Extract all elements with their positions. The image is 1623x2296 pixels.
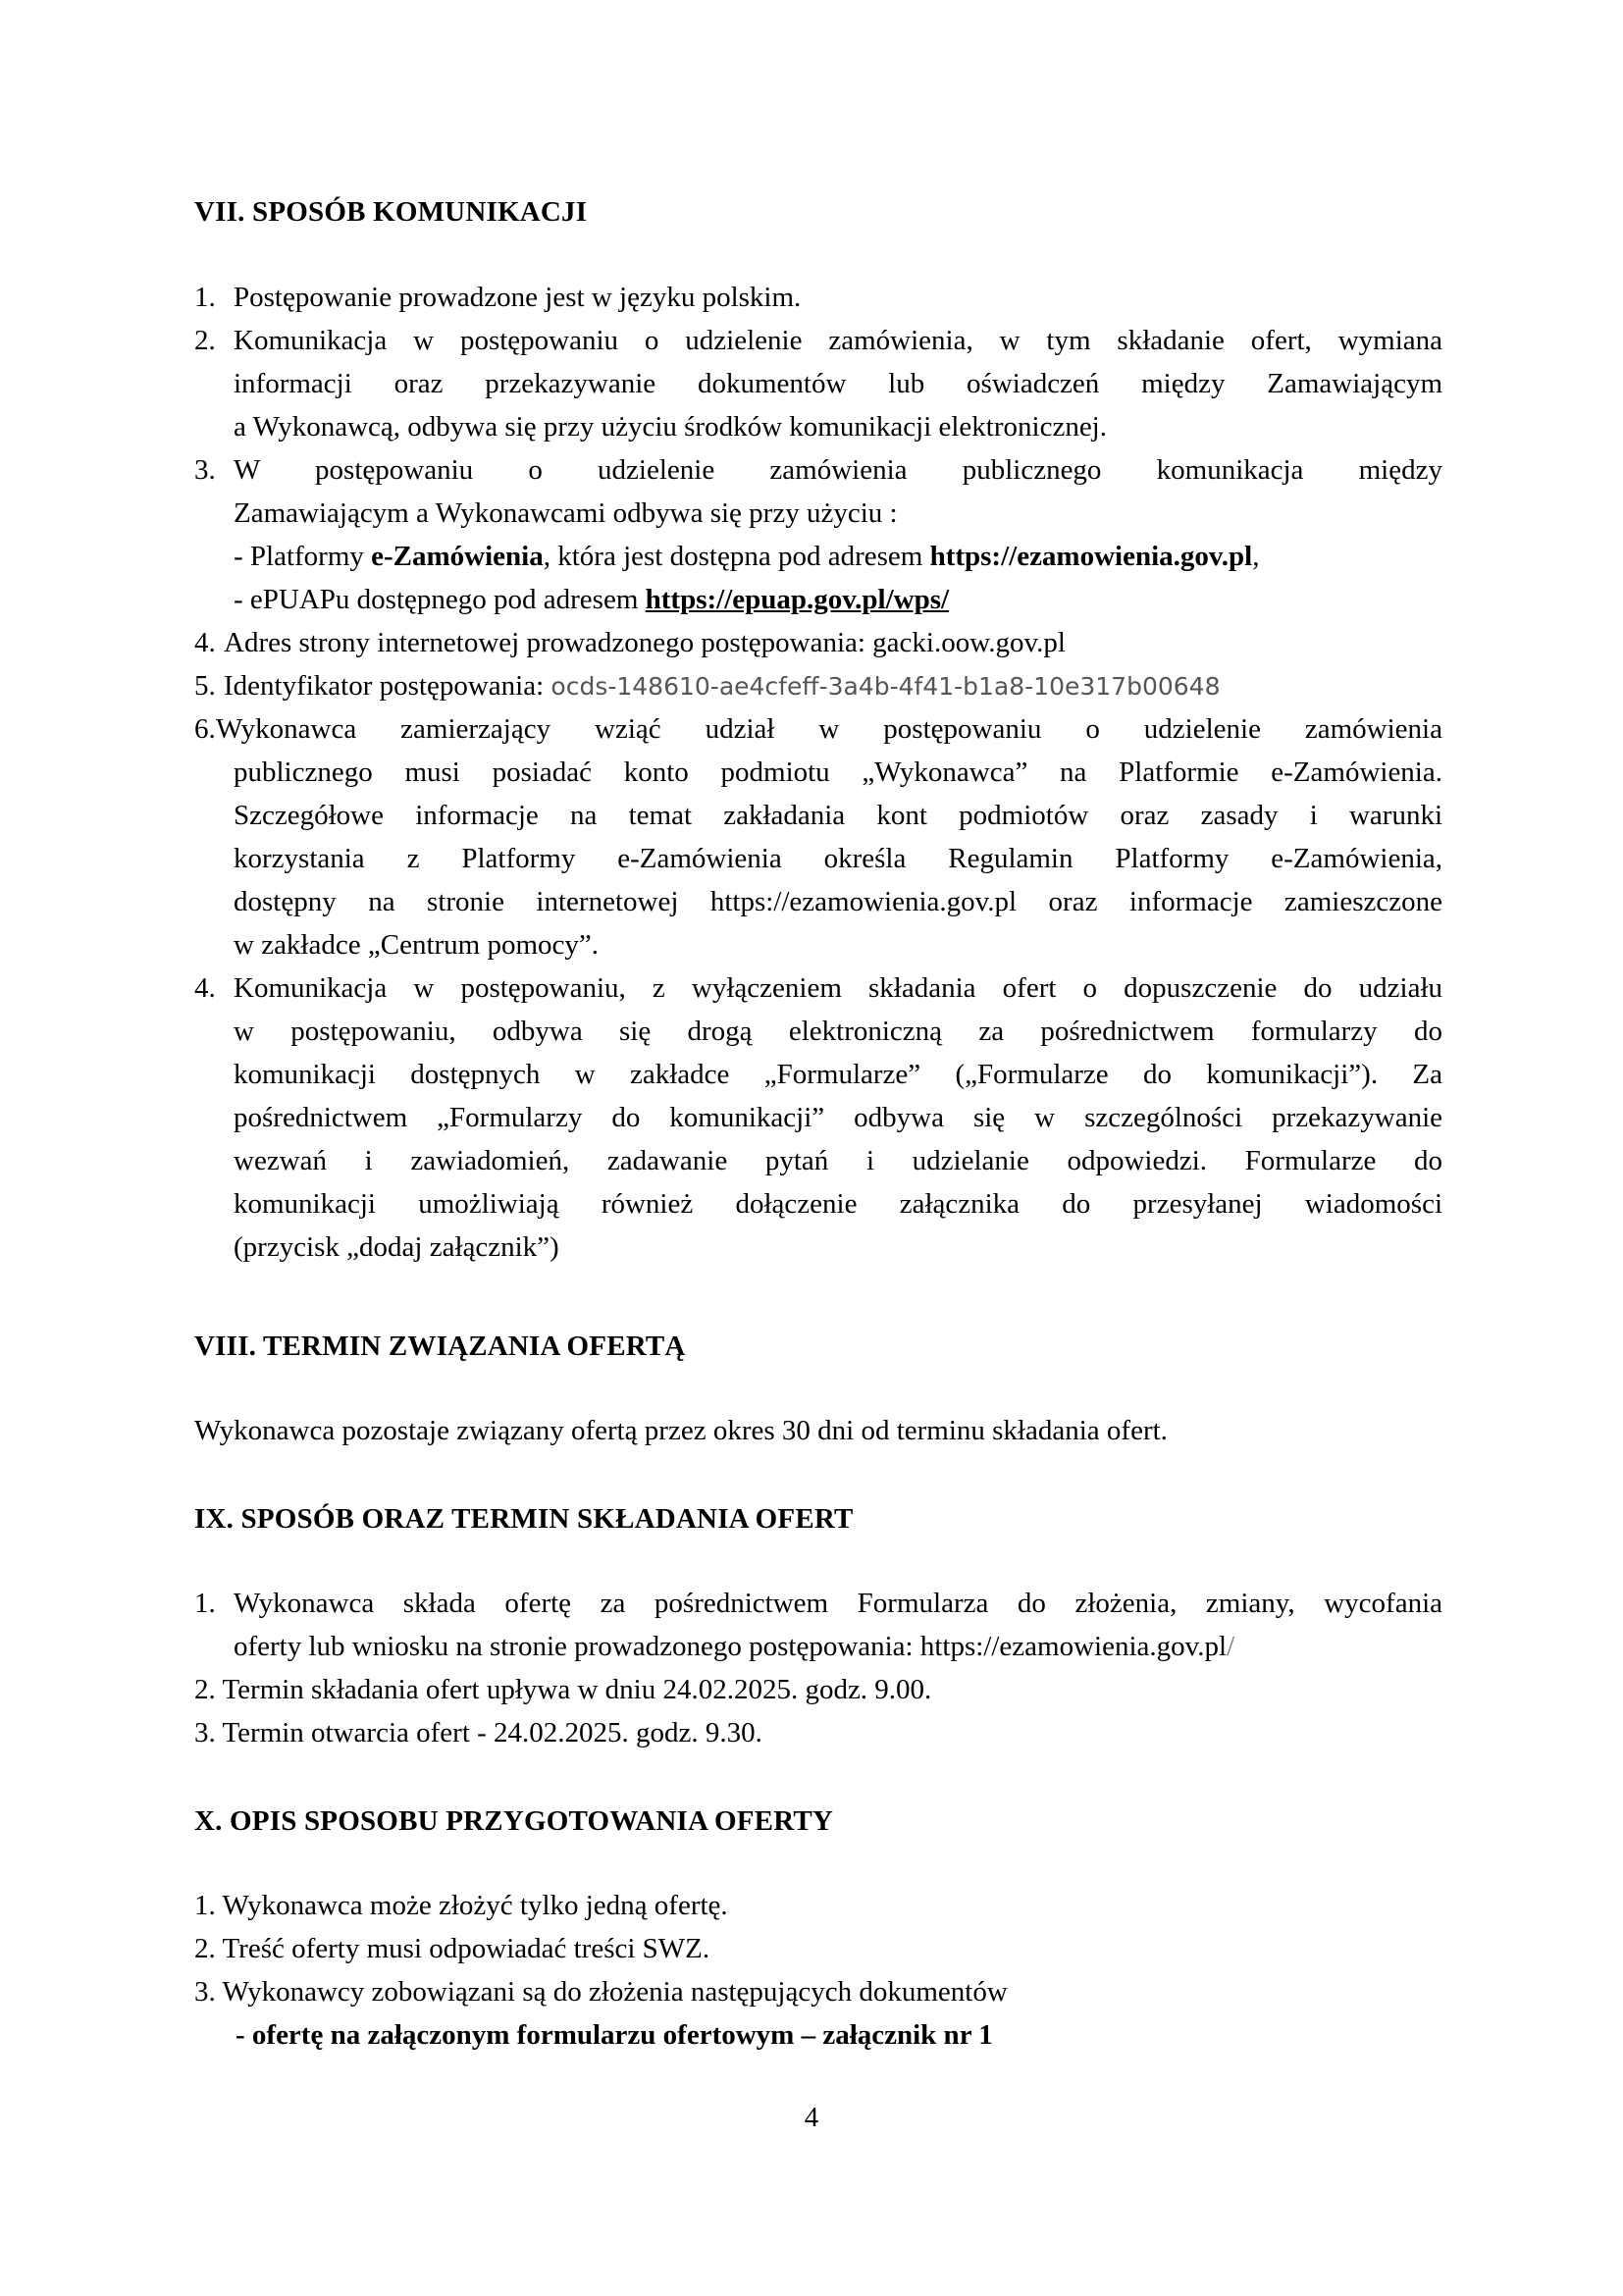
paragraph-line: Komunikacja w postępowaniu, z wyłączeniem składania ofert o dopuszczenie do udziału [234, 972, 1442, 1004]
submission-url-line [234, 1631, 1234, 1663]
item-number: 4. [194, 627, 216, 658]
paragraph-line: W postępowaniu o udzielenie zamówienia publicznego komunikacja między [234, 454, 1442, 486]
item-number: 6. [194, 713, 216, 745]
paragraph-line: 1. Wykonawca może złożyć tylko jedną ofertę. [194, 1890, 728, 1921]
section-heading-ix: IX. SPOSÓB ORAZ TERMIN SKŁADANIA OFERT [194, 1503, 854, 1535]
paragraph-line: publicznego musi posiadać konto podmiotu „Wykonawca” na Platformie e-Zamówienia. [234, 757, 1442, 788]
bold-text: e-Zamówienia [371, 541, 544, 572]
paragraph-line: pośrednictwem „Formularzy do komunikacji” odbywa się w szczególności przekazywanie [234, 1102, 1442, 1133]
paragraph-line: Wykonawca pozostaje związany ofertą przez okres 30 dni od terminu składania ofert. [194, 1415, 1168, 1446]
section-heading-viii: VIII. TERMIN ZWIĄZANIA OFERTĄ [194, 1331, 686, 1362]
paragraph-line: Komunikacja w postępowaniu o udzielenie zamówienia, w tym składanie ofert, wymiana [234, 325, 1442, 356]
identifier-line [224, 670, 1221, 703]
paragraph-line: dostępny na stronie internetowej https://ezamowienia.gov.pl oraz informacje zamieszczone [234, 886, 1442, 917]
paragraph-line: informacji oraz przekazywanie dokumentów lub oświadczeń między Zamawiającym [234, 368, 1442, 399]
url-link[interactable]: https://ezamowienia.gov.pl [929, 541, 1253, 572]
paragraph-line: - ofertę na załączonym formularzu ofertowym – załącznik nr 1 [236, 2019, 993, 2051]
paragraph-line: Wykonawca składa ofertę za pośrednictwem Formularza do złożenia, zmiany, wycofania [234, 1588, 1442, 1619]
paragraph-line: a Wykonawcą, odbywa się przy użyciu środków komunikacji elektronicznej. [234, 411, 1107, 443]
paragraph-line: korzystania z Platformy e-Zamówienia określa Regulamin Platformy e-Zamówienia, [234, 843, 1442, 874]
paragraph-line: Postępowanie prowadzone jest w języku polskim. [234, 282, 802, 313]
paragraph-line: komunikacji dostępnych w zakładce „Formularze” („Formularze do komunikacji”). Za [234, 1059, 1442, 1090]
section-heading-x: X. OPIS SPOSOBU PRZYGOTOWANIA OFERTY [194, 1805, 834, 1837]
text: / [1227, 1631, 1235, 1662]
paragraph-line: komunikacji umożliwiają również dołączenie załącznika do przesyłanej wiadomości [234, 1188, 1442, 1220]
url-link[interactable]: https://epuap.gov.pl/wps/ [645, 584, 950, 615]
paragraph-line: Zamawiającym a Wykonawcami odbywa się przy użyciu : [234, 497, 898, 529]
paragraph-line: wezwań i zawiadomień, zadawanie pytań i udzielanie odpowiedzi. Formularze do [234, 1145, 1442, 1176]
text: - Platformy [234, 541, 372, 572]
paragraph-line: Wykonawca zamierzający wziąć udział w postępowaniu o udzielenie zamówienia [216, 713, 1442, 745]
paragraph-line: 2. Termin składania ofert upływa w dniu 24.02.2025. godz. 9.00. [194, 1674, 932, 1705]
paragraph-line: Szczegółowe informacje na temat zakładania kont podmiotów oraz zasady i warunki [234, 800, 1442, 831]
item-number: 1. [194, 282, 216, 313]
epuap-line [234, 584, 949, 616]
paragraph-line: w zakładce „Centrum pomocy”. [234, 929, 600, 961]
item-number: 5. [194, 670, 216, 702]
text: - ePUAPu dostępnego pod adresem [234, 584, 646, 615]
text: Identyfikator postępowania: [224, 670, 551, 702]
item-number: 4. [194, 972, 216, 1004]
paragraph-line: 2. Treść oferty musi odpowiadać treści SWZ. [194, 1933, 710, 1964]
text: , [1252, 541, 1260, 572]
item-number: 1. [194, 1588, 216, 1619]
item-number: 2. [194, 325, 216, 356]
paragraph-line: 3. Termin otwarcia ofert - 24.02.2025. godz. 9.30. [194, 1717, 762, 1748]
text: , która jest dostępna pod adresem [543, 541, 930, 572]
page-number: 4 [804, 2102, 819, 2133]
paragraph-line: Adres strony internetowej prowadzonego postępowania: gacki.oow.gov.pl [224, 627, 1066, 658]
platform-line [234, 541, 1259, 573]
paragraph-line: w postępowaniu, odbywa się drogą elektroniczną za pośrednictwem formularzy do [234, 1016, 1442, 1047]
section-heading-vii: VII. SPOSÓB KOMUNIKACJI [194, 196, 588, 228]
item-number: 3. [194, 454, 216, 486]
identifier-value: ocds-148610-ae4cfeff-3a4b-4f41-b1a8-10e317b00648 [550, 672, 1221, 701]
text: oferty lub wniosku na stronie prowadzonego postępowania: https://ezamowienia.gov.pl [234, 1631, 1228, 1662]
paragraph-line: 3. Wykonawcy zobowiązani są do złożenia następujących dokumentów [194, 1976, 1008, 2008]
paragraph-line: (przycisk „dodaj załącznik”) [234, 1231, 559, 1263]
